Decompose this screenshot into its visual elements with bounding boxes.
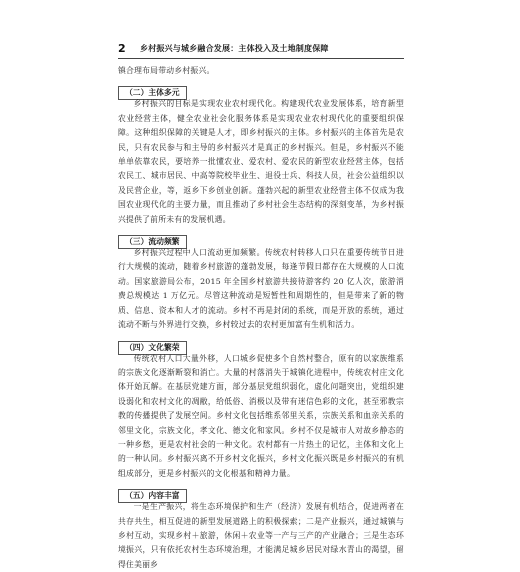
section-heading-3 <box>118 229 404 247</box>
section-2-paragraph: 乡村振兴的目标是实现农业农村现代化。构建现代农业发展体系，培育新型农业经营主体，健全农业社会化服务体系是实现农业农村现代化的重要组织保障。这种组织保障的关键是人才，即乡村振兴的主体。乡村振兴的主体首先是农民，只有农民参与和主导的乡村振兴才是真正的乡村振兴。但是，乡村振兴不能单单依靠农民，要培养一批懂农业、爱农村、爱农民的新型农业经营主体，包括农民工、城市居民、中高等院校毕业生、退役士兵、科技人员，社会公益组织以及民营企业，等，返乡下乡创业创新。蓬勃兴起的新型农业经营主体不仅成为我国农业现代化的主要力量，而且推动了乡村社会生态结构的深刻变革，为乡村振兴提供了前所未有的发展机遇。 <box>118 99 404 224</box>
section-heading-label: （五）内容丰富 <box>118 489 187 503</box>
running-title: 乡村振兴与城乡融合发展：主体投入及土地制度保障 <box>140 43 329 53</box>
page-number: 2 <box>118 41 126 55</box>
page-body <box>118 64 404 572</box>
section-3-paragraph: 乡村振兴过程中人口流动更加频繁。传统农村转移人口只在重要传统节日进行大规模的流动，随着乡村旅游的蓬勃发展，每逢节假日都存在大规模的人口流动。国家旅游局公布，2015 年全国乡村旅游共接待游客约 20 亿人次，旅游消费总规模达 1 万亿元。尽管这种流动是短暂性和周期性的，但是带来了新的物质、信息、资本和人才的流动。乡村不再是封闭的系统，而是开放的系统，通过流动不断与外界进行交换，乡村较过去的农村更加富有生机和活力。 <box>118 248 404 330</box>
section-heading-4 <box>118 335 404 352</box>
section-heading-label: （三）流动频繁 <box>118 235 187 249</box>
section-5-paragraph: 一是生产振兴，将生态环境保护和生产（经济）发展有机结合，促进两者在共存共生，相互促进的新型发展道路上的积极探索；二是产业振兴，通过城镇与乡村互动，实现乡村＋旅游，休闲＋农业等一产与三产的产业融合；三是生态环境振兴，只有依托农村生态环境治理，才能满足城乡居民对绿水青山的渴望，留得住美丽乡 <box>118 502 404 569</box>
intro-line: 镇合理布局带动乡村振兴。 <box>118 66 215 75</box>
section-heading-label: （四）文化繁荣 <box>118 341 187 355</box>
section-heading-label: （二）主体多元 <box>118 86 187 100</box>
section-heading-5 <box>118 483 404 501</box>
header-rule <box>118 58 404 59</box>
section-heading-2 <box>118 80 404 98</box>
section-4-paragraph: 传统农村人口大量外移，人口城乡促使多个自然村整合，原有的以家族维系的宗族文化逐渐断裂和消亡。大量的村落消失于城镇化进程中，传统农村庄文化体开始瓦解。在基层党建方面，部分基层党组织弱化，虚化问题突出，党组织建设弱化和农村文化的凋敝，给低俗、消极以及带有迷信色彩的文化，甚至邪教宗教的传播提供了发展空间。乡村文化包括维系邻里关系，宗族关系和血亲关系的邻里文化，宗族文化，孝文化、德文化和家风。乡村不仅是城市人对故乡静态的一种乡愁，更是农村社会的一种文化。农村都有一片热土的记忆，主体和文化上的一种认同。乡村振兴离不开乡村文化振兴，乡村文化振兴既是乡村振兴的有机组成部分，更是乡村振兴的文化根基和精神力量。 <box>118 353 404 478</box>
running-header <box>118 40 404 56</box>
